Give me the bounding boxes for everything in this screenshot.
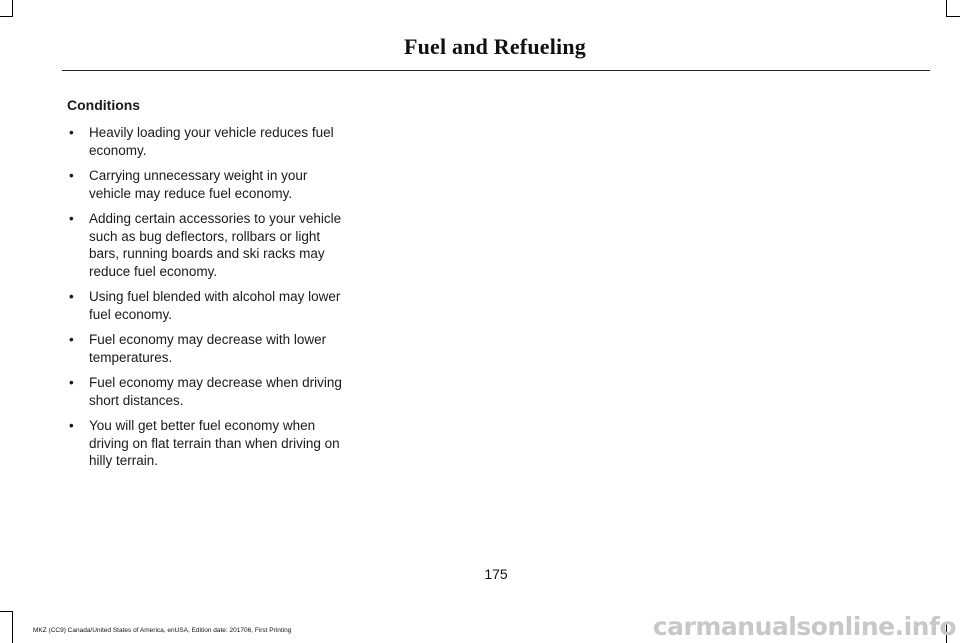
list-item-text: Adding certain accessories to your vehicle such as bug deflectors, rollbars or light bars, running boards and ski racks may reduce fuel economy. (89, 211, 342, 279)
bullet-icon: • (69, 211, 74, 226)
crop-mark-bottom-left-horizontal (0, 611, 13, 612)
list-item-text: Fuel economy may decrease with lower temperatures. (89, 332, 327, 365)
bullet-icon: • (69, 375, 74, 390)
list-item (67, 374, 347, 409)
crop-mark-top-left-vertical (12, 0, 13, 16)
list-item-text: Fuel economy may decrease when driving short distances. (89, 375, 342, 408)
list-item-text: You will get better fuel economy when driving on flat terrain than when driving on hilly terrain. (89, 418, 340, 468)
list-item-text: Carrying unnecessary weight in your vehicle may reduce fuel economy. (89, 168, 308, 201)
list-item (67, 331, 347, 366)
crop-mark-top-right-horizontal (946, 16, 960, 17)
header-rule (62, 70, 930, 71)
page-number: 175 (484, 566, 508, 582)
list-item (67, 210, 347, 280)
section-heading: Conditions (67, 97, 141, 113)
conditions-section (67, 96, 347, 478)
bullet-icon: • (69, 125, 74, 140)
crop-mark-top-right-vertical (946, 0, 947, 16)
bullet-icon: • (69, 418, 74, 433)
crop-mark-bottom-left-vertical (12, 611, 13, 643)
watermark-logo: carmanualsonline.info (652, 612, 956, 641)
list-item (67, 167, 347, 202)
edition-footer: MKZ (CC9) Canada/United States of America, enUSA, Edition date: 201706, First Printing (33, 627, 292, 634)
list-item (67, 288, 347, 323)
page-title: Fuel and Refueling (403, 34, 586, 59)
bullet-icon: • (69, 289, 74, 304)
crop-mark-top-left-horizontal (0, 16, 13, 17)
bullet-icon: • (69, 332, 74, 347)
list-item (67, 417, 347, 470)
list-item (67, 124, 347, 159)
conditions-list (67, 124, 347, 470)
list-item-text: Using fuel blended with alcohol may lower fuel economy. (89, 289, 341, 322)
list-item-text: Heavily loading your vehicle reduces fuel economy. (89, 125, 334, 158)
bullet-icon: • (69, 168, 74, 183)
